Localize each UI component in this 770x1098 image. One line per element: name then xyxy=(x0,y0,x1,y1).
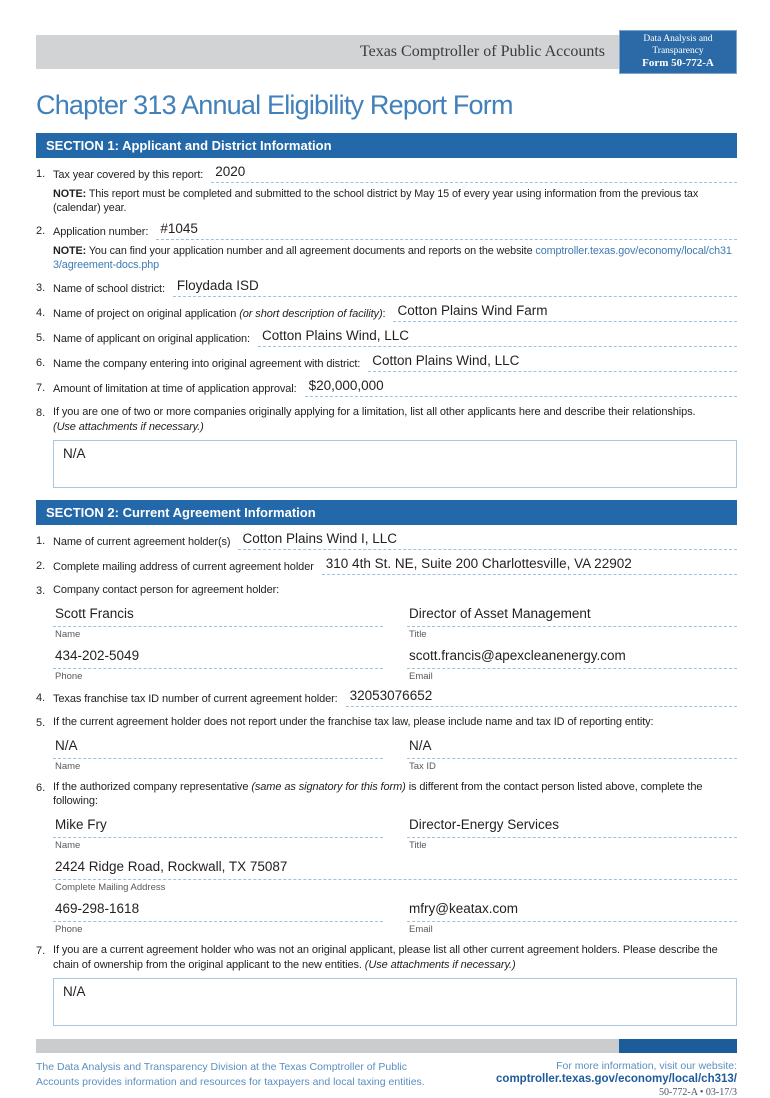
question-number: 8. xyxy=(36,407,46,420)
question-label: If you are one of two or more companies originally applying for a limitation, list all other applicants here and describe their relationships. (Use attachments if necessary.) xyxy=(53,406,696,433)
question-label: Company contact person for agreement holder: xyxy=(53,583,280,596)
question-number: 7. xyxy=(36,382,46,395)
s1-question-3 xyxy=(36,278,737,297)
field-caption-taxid: Tax ID xyxy=(409,760,436,772)
rep-email-field[interactable]: mfry@keatax.com xyxy=(407,901,737,922)
field-caption-title: Title xyxy=(409,628,427,640)
original-applicant-field[interactable]: Cotton Plains Wind, LLC xyxy=(258,328,737,347)
question-label: If the current agreement holder does not report under the franchise tax law, please include name and tax ID of reporting entity: xyxy=(53,715,654,728)
limitation-amount-field[interactable]: $20,000,000 xyxy=(305,378,737,397)
contact-phone-field[interactable]: 434-202-5049 xyxy=(53,648,383,669)
s1-question-6 xyxy=(36,353,737,372)
footer-right xyxy=(496,1060,737,1098)
s2-question-1 xyxy=(36,531,737,550)
agency-bar xyxy=(36,35,619,69)
s1-question-1 xyxy=(36,164,737,215)
page-header xyxy=(36,30,737,74)
agency-name: Texas Comptroller of Public Accounts xyxy=(359,43,605,60)
rep-address-field[interactable]: 2424 Ridge Road, Rockwall, TX 75087 xyxy=(53,859,737,880)
note-application-number xyxy=(53,244,737,272)
ownership-chain-box[interactable]: N/A xyxy=(53,978,737,1026)
question-label: Name of applicant on original application: xyxy=(53,333,250,346)
contact-title-field[interactable]: Director of Asset Management xyxy=(407,606,737,627)
question-number: 7. xyxy=(36,945,46,958)
section2-header: SECTION 2: Current Agreement Information xyxy=(36,500,737,525)
field-caption-mailing-address: Complete Mailing Address xyxy=(55,882,166,894)
s2-question-3 xyxy=(36,581,737,682)
question-label: Tax year covered by this report: xyxy=(53,169,204,181)
question-label: Name of school district: xyxy=(53,283,165,296)
form-number-badge xyxy=(619,30,737,74)
field-caption-email: Email xyxy=(409,924,433,936)
question-label: Amount of limitation at time of application approval: xyxy=(53,383,297,396)
franchise-tax-id-field[interactable]: 32053076652 xyxy=(346,688,737,707)
project-name-field[interactable]: Cotton Plains Wind Farm xyxy=(393,303,737,322)
tax-year-field[interactable]: 2020 xyxy=(211,164,737,183)
field-caption-name: Name xyxy=(55,628,81,640)
rep-name-field[interactable]: Mike Fry xyxy=(53,817,383,838)
badge-division-line1: Data Analysis and xyxy=(643,34,713,45)
question-number: 6. xyxy=(36,357,46,370)
footer-bar xyxy=(36,1039,737,1053)
section1-header: SECTION 1: Applicant and District Information xyxy=(36,133,737,158)
question-number: 1. xyxy=(36,534,46,547)
field-caption-email: Email xyxy=(409,670,433,682)
s2-question-5 xyxy=(36,713,737,772)
s2-question-4 xyxy=(36,688,737,707)
s2-question-2 xyxy=(36,556,737,575)
question-number: 4. xyxy=(36,691,46,704)
page-footer xyxy=(36,1060,737,1098)
question-number: 4. xyxy=(36,307,46,320)
s1-question-8 xyxy=(36,403,737,488)
agreement-docs-link[interactable]: comptroller.texas.gov/economy/local/ch313/agreement-docs.php xyxy=(53,245,732,272)
s1-question-2 xyxy=(36,221,737,272)
s2-question-6 xyxy=(36,778,737,936)
footer-form-revision: 50-772-A • 03-17/3 xyxy=(659,1086,737,1098)
footer-info-text: For more information, visit our website: xyxy=(556,1059,737,1072)
badge-division-line2: Transparency xyxy=(652,45,704,56)
question-label: If you are a current agreement holder who was not an original applicant, please list all other current agreement holders. Please describe the chain of ownership from the original applicant to the new entities. (Use attachments if necessary.) xyxy=(53,944,718,972)
question-number: 5. xyxy=(36,332,46,345)
s1-question-4 xyxy=(36,303,737,322)
s2-question-7 xyxy=(36,941,737,1026)
other-applicants-box[interactable]: N/A xyxy=(53,440,737,488)
field-caption-title: Title xyxy=(409,840,427,852)
contact-name-field[interactable]: Scott Francis xyxy=(53,606,383,627)
question-number: 2. xyxy=(36,225,46,238)
question-label: Texas franchise tax ID number of current agreement holder: xyxy=(53,692,338,705)
question-label: Complete mailing address of current agreement holder xyxy=(53,560,314,573)
application-number-field[interactable]: #1045 xyxy=(156,221,737,240)
field-caption-phone: Phone xyxy=(55,670,83,682)
page-title: Chapter 313 Annual Eligibility Report Form xyxy=(36,90,513,120)
question-number: 3. xyxy=(36,282,46,295)
question-number: 2. xyxy=(36,559,46,572)
question-number: 5. xyxy=(36,716,46,729)
note-tax-year xyxy=(53,187,737,215)
contact-email-field[interactable]: scott.francis@apexcleanenergy.com xyxy=(407,648,737,669)
reporting-entity-taxid-field[interactable]: N/A xyxy=(407,738,737,759)
question-number: 1. xyxy=(36,168,46,180)
agreement-company-field[interactable]: Cotton Plains Wind, LLC xyxy=(368,353,737,372)
footer-division-text: The Data Analysis and Transparency Division at the Texas Comptroller of Public Accounts provides information and resources for taxpayers and local taxing entities. xyxy=(36,1060,425,1088)
footer-bar-blue xyxy=(619,1039,737,1053)
rep-title-field[interactable]: Director-Energy Services xyxy=(407,817,737,838)
field-caption-name: Name xyxy=(55,840,81,852)
question-label: Application number: xyxy=(53,226,149,239)
note-text: This report must be completed and submitted to the school district by May 15 of every year using information from the previous tax (calendar) year. xyxy=(53,188,699,215)
note-label: NOTE: xyxy=(53,245,87,258)
reporting-entity-name-field[interactable]: N/A xyxy=(53,738,383,759)
holder-mailing-address-field[interactable]: 310 4th St. NE, Suite 200 Charlottesville, VA 22902 xyxy=(322,556,737,575)
s1-question-7 xyxy=(36,378,737,397)
question-label: If the authorized company representative (same as signatory for this form) is different from the contact person listed above, complete the following: xyxy=(53,780,703,808)
question-label: Name the company entering into original agreement with district: xyxy=(53,358,361,371)
question-number: 3. xyxy=(36,584,46,597)
note-text: You can find your application number and all agreement documents and reports on the website xyxy=(88,245,533,258)
agreement-holder-field[interactable]: Cotton Plains Wind I, LLC xyxy=(238,531,737,550)
field-caption-phone: Phone xyxy=(55,924,83,936)
s1-question-5 xyxy=(36,328,737,347)
footer-website-link[interactable]: comptroller.texas.gov/economy/local/ch313/ xyxy=(496,1072,737,1085)
question-number: 6. xyxy=(36,781,46,794)
school-district-field[interactable]: Floydada ISD xyxy=(173,278,737,297)
question-label: Name of project on original application (or short description of facility): xyxy=(53,308,386,321)
rep-phone-field[interactable]: 469-298-1618 xyxy=(53,901,383,922)
question-label: Name of current agreement holder(s) xyxy=(53,535,231,548)
badge-form-number: Form 50-772-A xyxy=(642,56,714,69)
note-label: NOTE: xyxy=(53,188,87,200)
footer-bar-gray xyxy=(36,1039,619,1053)
field-caption-name: Name xyxy=(55,760,81,772)
